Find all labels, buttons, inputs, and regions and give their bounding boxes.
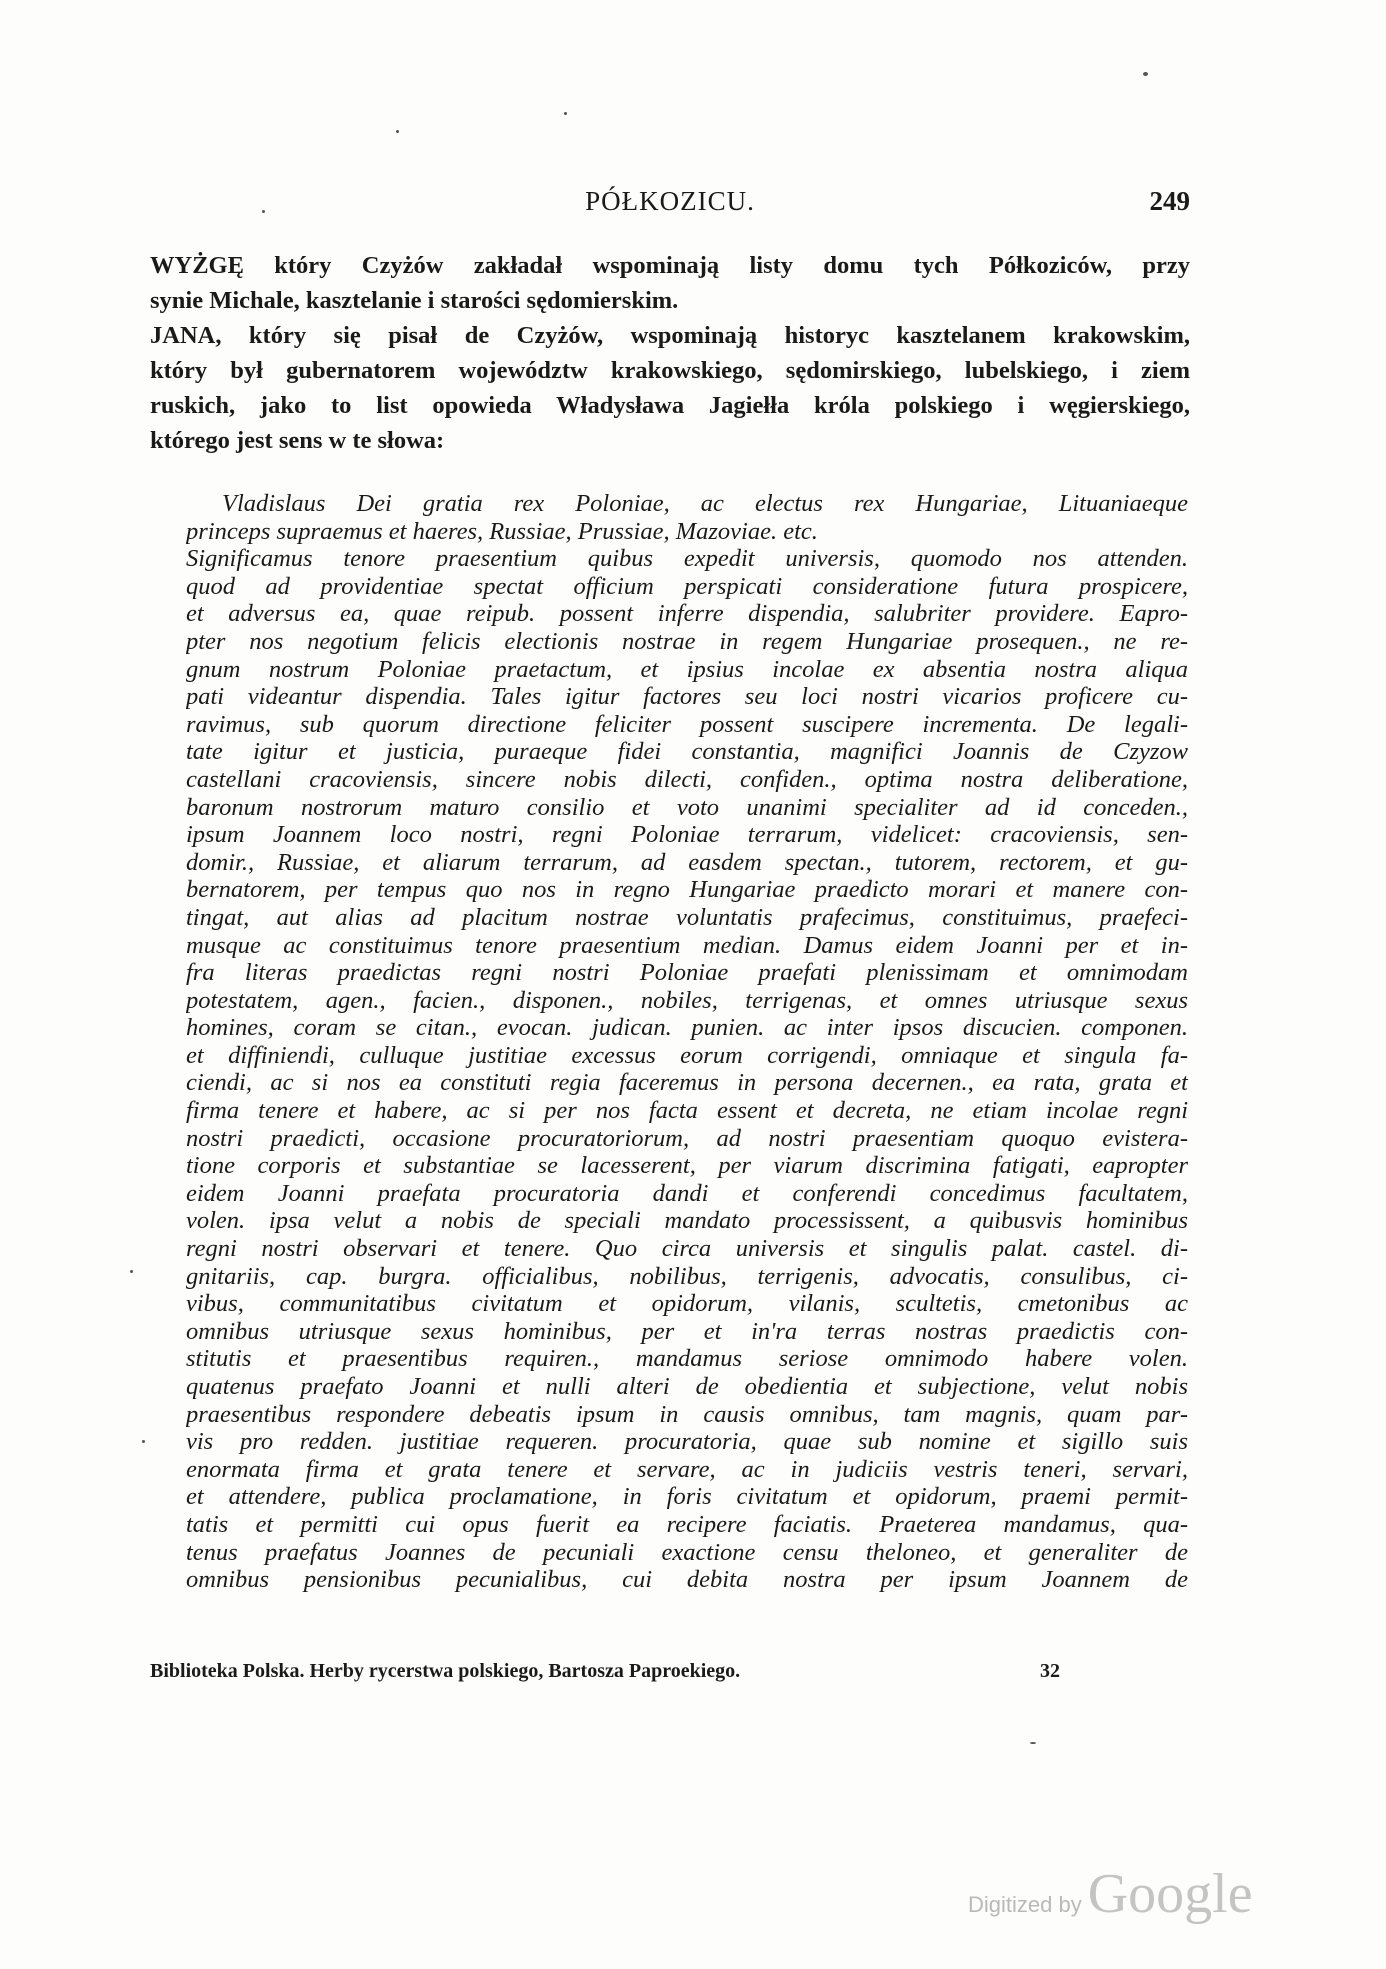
charter-line: pati videantur dispendia. Tales igitur factores seu loci nostri vicarios proficere cu- (186, 683, 1188, 711)
charter-line: castellani cracoviensis, sincere nobis dilecti, confiden., optima nostra deliberatione, (186, 765, 1188, 793)
charter-line: enormata firma et grata tenere et servare, ac in judiciis vestris teneri, servari, (186, 1455, 1188, 1483)
charter-line: regni nostri observari et tenere. Quo circa universis et singulis palat. castel. di- (186, 1235, 1188, 1263)
latin-charter-text (186, 490, 1188, 1594)
charter-line: et adversus ea, quae reipub. possent inferre dispendia, salubriter providere. Eapro- (186, 600, 1188, 628)
charter-line: et attendere, publica proclamatione, in foris civitatum et opidorum, praemi permit- (186, 1483, 1188, 1511)
charter-line: tate igitur et justicia, puraeque fidei constantia, magnifici Joannis de Czyzow (186, 738, 1188, 766)
charter-line: quod ad providentiae spectat officium perspicati consideratione futura prospicere, (186, 572, 1188, 600)
intro-line: JANA, który się pisał de Czyżów, wspominają historyc kasztelanem krakowskim, (150, 322, 1190, 349)
intro-line: którego jest sens w te słowa: (150, 427, 445, 454)
charter-line: vibus, communitatibus civitatum et opidorum, vilanis, scultetis, cmetonibus ac (186, 1290, 1188, 1318)
scan-speck (1030, 1742, 1036, 1744)
scan-speck (262, 210, 265, 213)
charter-line: pter nos negotium felicis electionis nostrae in regem Hungariae prosequen., ne re- (186, 627, 1188, 655)
charter-line: nostri praedicti, occasione procuratoriorum, ad nostri praesentiam quoquo evistera- (186, 1124, 1188, 1152)
digitized-watermark (968, 1862, 1253, 1925)
charter-line: domir., Russiae, et aliarum terrarum, ad easdem spectan., tutorem, rectorem, et gu- (186, 848, 1188, 876)
charter-line: ipsum Joannem loco nostri, regni Poloniae terrarum, videlicet: cracoviensis, sen- (186, 821, 1188, 849)
intro-line: synie Michale, kasztelanie i starości sędomierskim. (150, 287, 679, 314)
intro-paragraphs (150, 248, 1190, 458)
charter-line: omnibus pensionibus pecunialibus, cui debita nostra per ipsum Joannem de (186, 1566, 1188, 1594)
charter-line: gnitariis, cap. burgra. officialibus, nobilibus, terrigenis, advocatis, consulibus, ci- (186, 1262, 1188, 1290)
page-footer (150, 1660, 1190, 1690)
google-logo: Google (1087, 1863, 1253, 1925)
page-number: 249 (1149, 186, 1190, 216)
charter-line: tenus praefatus Joannes de pecuniali exactione censu theloneo, et generaliter de (186, 1538, 1188, 1566)
scan-speck (396, 130, 399, 133)
charter-line: et diffiniendi, culluque justitiae excessus eorum corrigendi, omniaque et singula fa- (186, 1041, 1188, 1069)
intro-line: WYŻGĘ który Czyżów zakładał wspominają listy domu tych Półkoziców, przy (150, 252, 1190, 279)
charter-line: tatis et permitti cui opus fuerit ea recipere faciatis. Praeterea mandamus, qua- (186, 1510, 1188, 1538)
running-title: PÓŁKOZICU. (585, 186, 755, 216)
charter-line: ravimus, sub quorum directione feliciter possent suscipere incrementa. De legali- (186, 710, 1188, 738)
charter-line: potestatem, agen., facien., disponen., nobiles, terrigenas, et omnes utriusque sexus (186, 986, 1188, 1014)
charter-line: Vladislaus Dei gratia rex Poloniae, ac electus rex Hungariae, Lituaniaeque (222, 490, 1188, 517)
charter-line: baronum nostrorum maturo consilio et voto unanimi specialiter ad id conceden., (186, 793, 1188, 821)
intro-line: który był gubernatorem województw krakowskiego, sędomirskiego, lubelskiego, i ziem (150, 357, 1190, 384)
charter-line: Significamus tenore praesentium quibus expedit universis, quomodo nos attenden. (186, 545, 1188, 573)
scan-speck (142, 1440, 145, 1443)
charter-line: tingat, aut alias ad placitum nostrae voluntatis prafecimus, constituimus, praefeci- (186, 903, 1188, 931)
charter-line: homines, coram se citan., evocan. judican. punien. ac inter ipsos discucien. componen. (186, 1014, 1188, 1042)
charter-line: gnum nostrum Poloniae praetactum, et ipsius incolae ex absentia nostra aliqua (186, 655, 1188, 683)
signature-mark: 32 (1040, 1660, 1060, 1682)
charter-line: bernatorem, per tempus quo nos in regno Hungariae praedicto morari et manere con- (186, 876, 1188, 904)
charter-line: quatenus praefato Joanni et nulli alteri de obedientia et subjectione, velut nobis (186, 1373, 1188, 1400)
scan-speck (130, 1270, 133, 1273)
page-header (150, 186, 1190, 226)
scan-speck (1143, 72, 1148, 76)
charter-line: omnibus utriusque sexus hominibus, per et in'ra terras nostras praedictis con- (186, 1317, 1188, 1345)
intro-line: ruskich, jako to list opowieda Władysława Jagiełła króla polskiego i węgierskiego, (150, 392, 1190, 419)
charter-line: tione corporis et substantiae se lacesserent, per viarum discrimina fatigati, eapropter (186, 1152, 1188, 1180)
charter-line: vis pro redden. justitiae requeren. procuratoria, quae sub nomine et sigillo suis (186, 1428, 1188, 1456)
charter-line: firma tenere et habere, ac si per nos facta essent et decreta, ne etiam incolae regni (186, 1097, 1188, 1125)
scan-speck (564, 112, 567, 115)
charter-line: princeps supraemus et haeres, Russiae, Prussiae, Mazoviae. etc. (186, 517, 818, 545)
charter-line: volen. ipsa velut a nobis de speciali mandato processissent, a quibusvis hominibus (186, 1207, 1188, 1235)
charter-line: stitutis et praesentibus requiren., mandamus seriose omnimodo habere volen. (186, 1345, 1188, 1373)
charter-line: eidem Joanni praefata procuratoria dandi et conferendi concedimus facultatem, (186, 1179, 1188, 1207)
footer-citation: Biblioteka Polska. Herby rycerstwa polskiego, Bartosza Paproekiego. (150, 1660, 741, 1682)
charter-line: musque ac constituimus tenore praesentium median. Damus eidem Joanni per et in- (186, 931, 1188, 959)
watermark-prefix: Digitized by (968, 1892, 1082, 1917)
charter-line: praesentibus respondere debeatis ipsum in causis omnibus, tam magnis, quam par- (186, 1400, 1188, 1428)
charter-line: fra literas praedictas regni nostri Poloniae praefati plenissimam et omnimodam (186, 959, 1188, 987)
charter-line: ciendi, ac si nos ea constituti regia faceremus in persona decernen., ea rata, grata et (186, 1069, 1188, 1097)
